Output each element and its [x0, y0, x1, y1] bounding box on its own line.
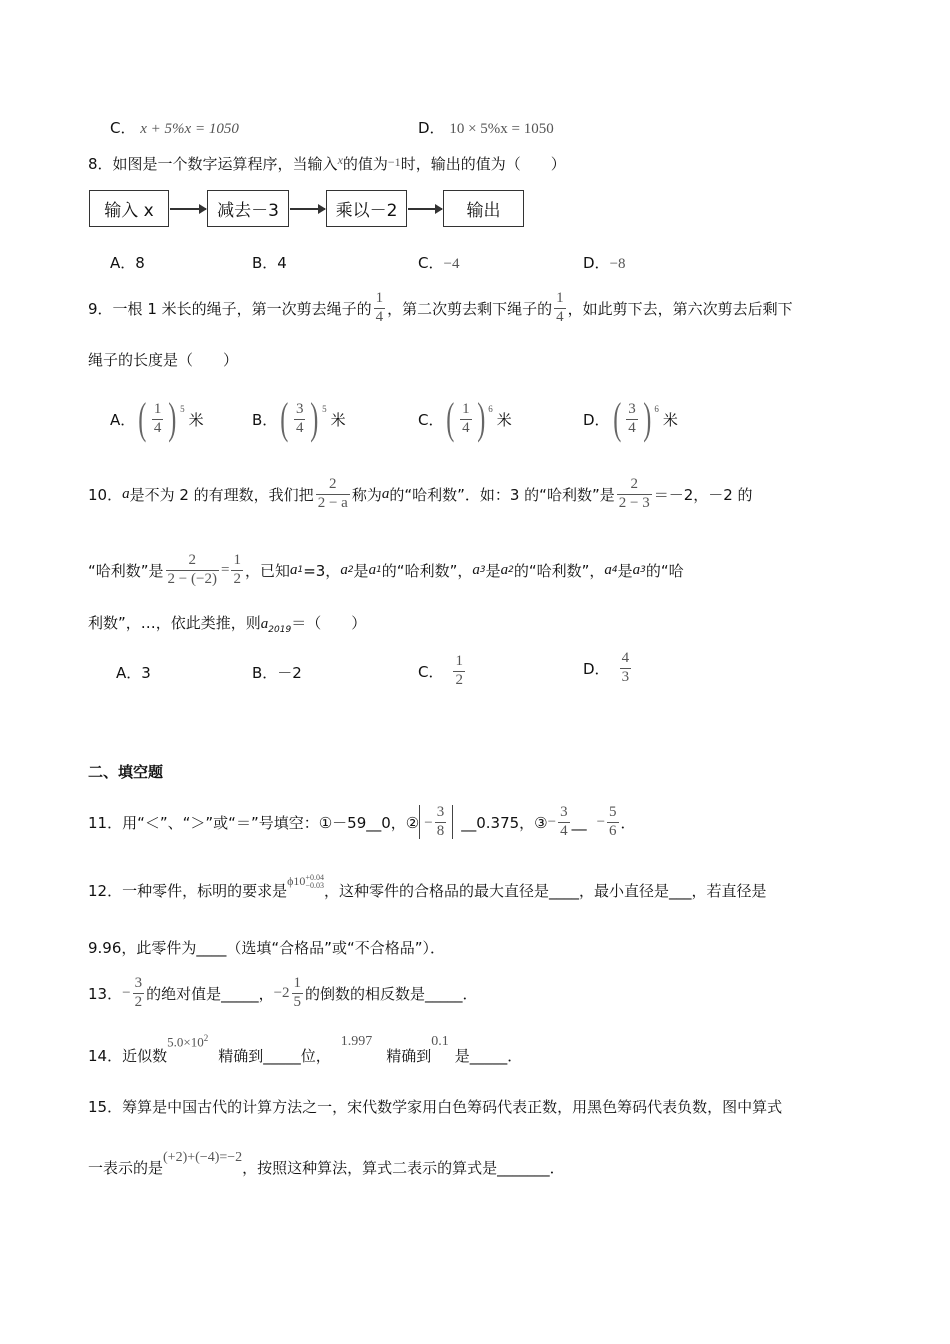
variable: a: [381, 485, 390, 502]
stem-text: 用“＜”、“＞”或“＝”号填空：①－59__0，②: [122, 813, 420, 832]
var-x: x: [337, 153, 343, 167]
denominator: 4: [375, 308, 384, 325]
numerator: 1: [293, 974, 302, 991]
numerator: 3: [134, 974, 143, 991]
option-label: C．: [110, 119, 136, 137]
q9-option-a[interactable]: [110, 393, 204, 445]
q12-stem-line2: 9.96，此零件为____（选填“合格品”或“不合格品”）．: [88, 939, 445, 957]
stem-text: 称为: [351, 485, 382, 504]
fraction: [294, 402, 306, 437]
subscript: 1: [376, 565, 382, 575]
stem-text: 近似数: [122, 1047, 168, 1065]
numerator: 1: [556, 289, 564, 306]
stem-text: __: [571, 813, 587, 831]
subscript: 1: [297, 565, 304, 575]
q10-option-b[interactable]: [252, 662, 302, 683]
unit: 米: [662, 410, 678, 429]
q7-option-c[interactable]: [110, 117, 239, 138]
fraction: [316, 477, 350, 512]
unit: 米: [188, 410, 204, 429]
denominator: 2 − 3: [618, 494, 650, 511]
stem-text: 的“哈利数”．如：3 的“哈利数”是: [389, 485, 615, 504]
exponent: 2: [203, 1032, 209, 1043]
spec-lower: −0.03: [305, 881, 324, 891]
fraction: [292, 976, 304, 1011]
subscript: 3: [640, 565, 646, 575]
stem-text: 是不为 2 的有理数，我们把: [129, 485, 314, 504]
subscript: 4: [611, 565, 618, 575]
minus-sign: −: [273, 984, 283, 1001]
q9-stem: [88, 287, 793, 329]
fraction: [374, 291, 386, 326]
fraction: [558, 805, 570, 840]
tolerance-spec: [287, 874, 324, 890]
stem-text: 是_____．: [454, 1047, 523, 1065]
stem-text: 的值为: [342, 155, 388, 173]
fraction: [626, 402, 638, 437]
numerator: 3: [560, 803, 568, 820]
stem-text: 的“哈: [645, 561, 684, 580]
paren-expression: ( $\frac{3}{4}$ ): [280, 394, 319, 443]
stem-text: ，如此剪下去，第六次剪去后剩下: [567, 299, 793, 318]
minus-sign: −: [424, 814, 433, 831]
option-label: B．: [252, 410, 278, 429]
exponent: 6: [654, 404, 659, 414]
q10-stem: [88, 472, 753, 516]
q9-option-c[interactable]: [418, 393, 512, 445]
option-value: －2: [277, 664, 302, 682]
stem-text: ＝（ ）: [291, 614, 367, 632]
fraction: [607, 805, 619, 840]
fraction: [166, 553, 219, 588]
q10-option-d[interactable]: [583, 646, 633, 690]
variable: a: [289, 561, 298, 578]
fraction: [133, 976, 145, 1011]
denominator: 4: [462, 419, 470, 436]
fraction: [435, 805, 447, 840]
q10-option-a[interactable]: [116, 662, 151, 683]
paren-expression: ( $\frac{1}{4}$ ): [446, 394, 485, 443]
mantissa: 5.0×10: [167, 1034, 204, 1049]
stem-text: ＝－2，－2 的: [653, 485, 753, 504]
exponent: 5: [180, 404, 185, 414]
unit: 米: [330, 410, 346, 429]
stem-text: ，按照这种算法，算式二表示的算式是_______．: [242, 1159, 565, 1177]
question-number: 9．: [88, 299, 113, 318]
stem-text: 筹算是中国古代的计算方法之一，宋代数学家用白色筹码代表正数，用黑色筹码代表负数，图中算式: [122, 1098, 783, 1116]
q12-stem: [88, 870, 766, 910]
fraction: [453, 654, 465, 689]
denominator: 2 − a: [317, 494, 348, 511]
denominator: 4: [556, 308, 564, 325]
subscript: 3: [479, 565, 486, 575]
option-label: C．: [418, 410, 444, 429]
stem-text: ，第二次剪去剩下绳子的: [387, 299, 553, 318]
question-number: 8．: [88, 155, 113, 173]
flow-box-output: 输出: [443, 190, 524, 227]
fraction: [460, 402, 472, 437]
stem-text: 一根 1 米长的绳子，第一次剪去绳子的: [112, 299, 372, 318]
denominator: 4: [153, 419, 162, 436]
flow-box-subtract: 减去－3: [207, 190, 289, 227]
minus-sign: −: [547, 813, 557, 830]
variable: a: [122, 485, 130, 502]
approx-number-2: 1.997: [340, 1034, 373, 1049]
numerator: 4: [621, 649, 630, 666]
absolute-value: [419, 805, 453, 840]
numerator: 3: [628, 400, 636, 417]
numerator: 1: [153, 400, 162, 417]
q13-stem: [88, 972, 478, 1014]
stem-text: 的“哈利数”，: [513, 561, 605, 580]
whole-part: 2: [282, 984, 290, 1001]
precision-value: 0.1: [431, 1034, 449, 1049]
option-value: −4: [443, 256, 460, 272]
denominator: 4: [628, 419, 636, 436]
option-label: B．: [252, 664, 278, 682]
q8-stem: [88, 153, 566, 174]
numerator: 3: [436, 803, 445, 820]
approx-number: [167, 1033, 208, 1050]
denominator: 8: [436, 822, 445, 839]
variable: a: [472, 561, 480, 578]
flow-arrow: [408, 208, 442, 210]
stem-text: “哈利数”是: [88, 561, 164, 580]
numerator: 2: [329, 475, 337, 492]
option-label: D．: [583, 254, 610, 272]
subscript: 2: [347, 565, 354, 575]
q8-option-c[interactable]: [418, 252, 459, 273]
q11-stem: [88, 790, 636, 854]
option-label: A．: [110, 410, 136, 429]
fraction: [620, 651, 632, 686]
numerator: 2: [188, 551, 196, 568]
unit: 米: [496, 410, 512, 429]
q10-stem-line3: [88, 612, 366, 635]
minus-sign: −: [596, 813, 606, 830]
question-number: 11．: [88, 813, 123, 832]
denominator: 2: [455, 671, 463, 688]
flow-arrow: [290, 208, 325, 210]
q8-option-b[interactable]: [252, 252, 287, 273]
numerator: 1: [375, 289, 384, 306]
paren-expression: ( $\frac{3}{4}$ ): [612, 394, 652, 443]
denominator: 6: [609, 822, 617, 839]
option-value: 4: [277, 254, 287, 272]
stem-text: ．: [620, 813, 636, 832]
denominator: 4: [560, 822, 568, 839]
variable: a: [368, 561, 377, 578]
stem-text: ，这种零件的合格品的最大直径是____，最小直径是___，若直径是: [323, 881, 767, 900]
option-label: D．: [583, 659, 610, 678]
option-value: 8: [135, 254, 145, 272]
exponent: 5: [322, 404, 327, 414]
denominator: 3: [621, 668, 630, 685]
stem-text: 利数”，…，依此类推，则: [88, 614, 261, 632]
option-expression: x + 5%x = 1050: [140, 121, 239, 137]
q15-stem: [88, 1096, 782, 1117]
paren-expression: ( $\frac{1}{4}$ ): [138, 394, 177, 443]
flow-box-multiply: 乘以－2: [326, 190, 407, 227]
variable: a: [632, 561, 641, 578]
denominator: 2: [233, 570, 241, 587]
subscript: 2: [508, 565, 514, 575]
numerator: 5: [609, 803, 617, 820]
question-number: 14．: [88, 1047, 123, 1065]
denominator: 2: [134, 993, 143, 1010]
stem-text: 是: [353, 561, 369, 580]
stem-text: 是: [617, 561, 633, 580]
flow-arrow: [170, 208, 206, 210]
section-title: 二、填空题: [88, 763, 164, 781]
question-number: 10．: [88, 485, 123, 504]
spec-base: ϕ10: [287, 873, 306, 888]
subscript: 2019: [268, 625, 292, 635]
stem-text: 时，输出的值为（ ）: [400, 155, 566, 173]
question-number: 12．: [88, 881, 123, 900]
numerator: 3: [295, 400, 304, 417]
q14-stem: [88, 1032, 523, 1066]
expression: (+2)+(−4)=−2: [163, 1150, 243, 1165]
option-label: D．: [418, 119, 445, 137]
stem-text: 精确到_____位，: [218, 1047, 331, 1065]
q9-stem-line2: 绳子的长度是（ ）: [88, 351, 239, 369]
q9-option-b[interactable]: [252, 393, 346, 445]
q8-option-a[interactable]: [110, 252, 145, 273]
numerator: 1: [455, 652, 463, 669]
option-value: −8: [609, 256, 626, 272]
variable: a: [500, 561, 509, 578]
stem-text: =3，: [303, 561, 341, 580]
stem-text: __0.375，③: [461, 813, 548, 832]
stem-text: 是: [485, 561, 501, 580]
option-label: D．: [583, 410, 610, 429]
stem-text: 的“哈利数”，: [381, 561, 473, 580]
fraction: [152, 402, 164, 437]
fraction: [554, 291, 566, 326]
q15-stem-line2: [88, 1148, 565, 1178]
stem-text: ，已知: [244, 561, 290, 580]
fraction: [617, 477, 652, 512]
option-label: A．: [110, 254, 136, 272]
variable: a: [604, 561, 612, 578]
stem-text: 如图是一个数字运算程序，当输入: [112, 155, 338, 173]
minus-sign: −: [122, 984, 131, 1001]
spec-upper: +0.04: [305, 873, 324, 883]
exponent: 6: [488, 404, 493, 414]
option-label: A．: [116, 664, 142, 682]
stem-text: 一种零件，标明的要求是: [122, 881, 288, 900]
denominator: 2 − (−2): [167, 570, 217, 587]
denominator: 5: [293, 993, 302, 1010]
stem-text: 精确到: [386, 1047, 432, 1065]
q9-option-d[interactable]: [583, 393, 678, 445]
option-label: B．: [252, 254, 278, 272]
option-label: C．: [418, 662, 444, 681]
variable: a: [340, 561, 348, 578]
equals: =: [220, 561, 230, 578]
question-number: 15．: [88, 1098, 123, 1116]
fraction: [231, 553, 243, 588]
numerator: 1: [233, 551, 241, 568]
numerator: 1: [462, 400, 470, 417]
stem-text: 的绝对值是_____，: [146, 984, 274, 1003]
numerator: 2: [630, 475, 638, 492]
q7-option-d[interactable]: [418, 117, 554, 138]
option-expression: 10 × 5%x = 1050: [449, 121, 554, 137]
variable: a: [260, 616, 269, 632]
value: −1: [387, 155, 401, 169]
option-label: C．: [418, 254, 444, 272]
q8-option-d[interactable]: [583, 252, 626, 273]
stem-text: 一表示的是: [88, 1159, 164, 1177]
question-number: 13．: [88, 984, 123, 1003]
option-value: 3: [141, 664, 151, 682]
q10-option-c[interactable]: [418, 650, 467, 692]
q10-stem-line2: [88, 548, 684, 592]
denominator: 4: [295, 419, 304, 436]
flow-box-input: 输入 x: [89, 190, 169, 227]
stem-text: 的倒数的相反数是_____．: [305, 984, 478, 1003]
